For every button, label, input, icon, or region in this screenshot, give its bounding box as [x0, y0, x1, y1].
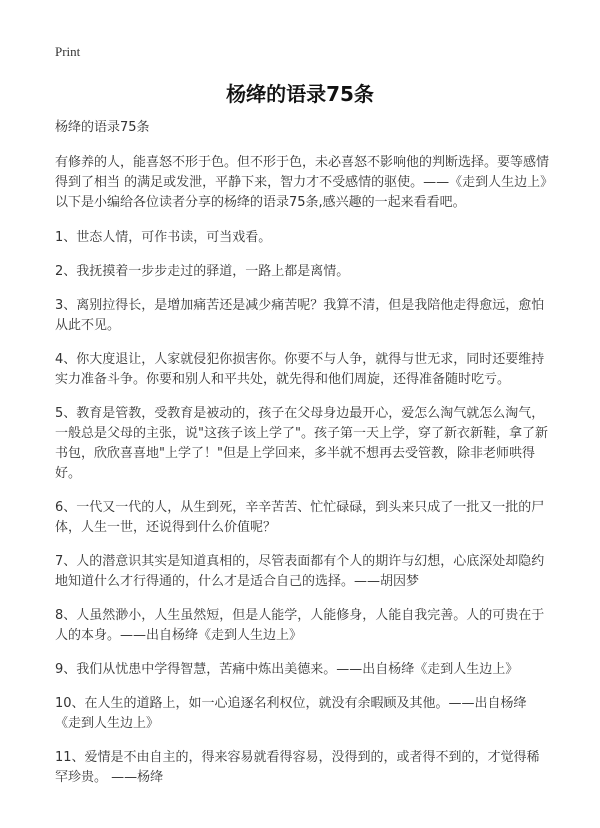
quote-item: 4、你大度退让，人家就侵犯你损害你。你要不与人争，就得与世无求，同时还要维持实力准备斗争。你要和别人和平共处，就先得和他们周旋，还得准备随时吃亏。: [55, 352, 545, 387]
print-link[interactable]: Print: [55, 44, 81, 59]
page-title: 杨绛的语录75条: [226, 82, 374, 106]
quote-item: 8、人虽然渺小，人生虽然短，但是人能学，人能修身，人能自我完善。人的可贵在于人的本身。——出自杨绛《走到人生边上》: [55, 608, 545, 643]
quote-item: 2、我抚摸着一步步走过的驿道，一路上都是离情。: [55, 264, 350, 279]
quote-item: 1、世态人情，可作书读，可当戏看。: [55, 230, 272, 245]
quote-item: 7、人的潜意识其实是知道真相的，尽管表面都有个人的期许与幻想，心底深处却隐约地知道什么才行得通的，什么才是适合自己的选择。——胡因梦: [55, 554, 545, 589]
intro-paragraph: 有修养的人，能喜怒不形于色。但不形于色，未必喜怒不影响他的判断选择。要等感情得到了相当 的满足或发泄，平静下来，智力才不受感情的驱使。——《走到人生边上》以下是小编给各位读者分享的杨绛的语录75条,感兴趣的一起来看看吧。: [55, 155, 550, 210]
quote-item: 10、在人生的道路上，如一心追逐名利权位，就没有余暇顾及其他。——出自杨绛《走到人生边上》: [55, 696, 527, 731]
quote-item: 5、教育是管教，受教育是被动的，孩子在父母身边最开心，爱怎么淘气就怎么淘气，一般总是父母的主张，说"这孩子该上学了"。孩子第一天上学，穿了新衣新鞋，拿了新书包，欣欣喜喜地"上学了！"但是上学回来，多半就不想再去受管教，除非老师哄得好。: [55, 406, 548, 481]
quote-item: 3、离别拉得长，是增加痛苦还是减少痛苦呢？我算不清，但是我陪他走得愈远，愈怕从此不见。: [55, 298, 545, 333]
quote-item: 9、我们从忧患中学得智慧，苦痛中炼出美德来。——出自杨绛《走到人生边上》: [55, 662, 519, 677]
quote-item: 11、爱情是不由自主的，得来容易就看得容易，没得到的，或者得不到的，才觉得稀罕珍贵。 ——杨绛: [55, 750, 540, 785]
article-subtitle: 杨绛的语录75条: [55, 120, 150, 135]
article-body: [55, 118, 550, 802]
quote-item: 6、一代又一代的人，从生到死，辛辛苦苦、忙忙碌碌，到头来只成了一批又一批的尸体，人生一世，还说得到什么价值呢？: [55, 500, 545, 535]
